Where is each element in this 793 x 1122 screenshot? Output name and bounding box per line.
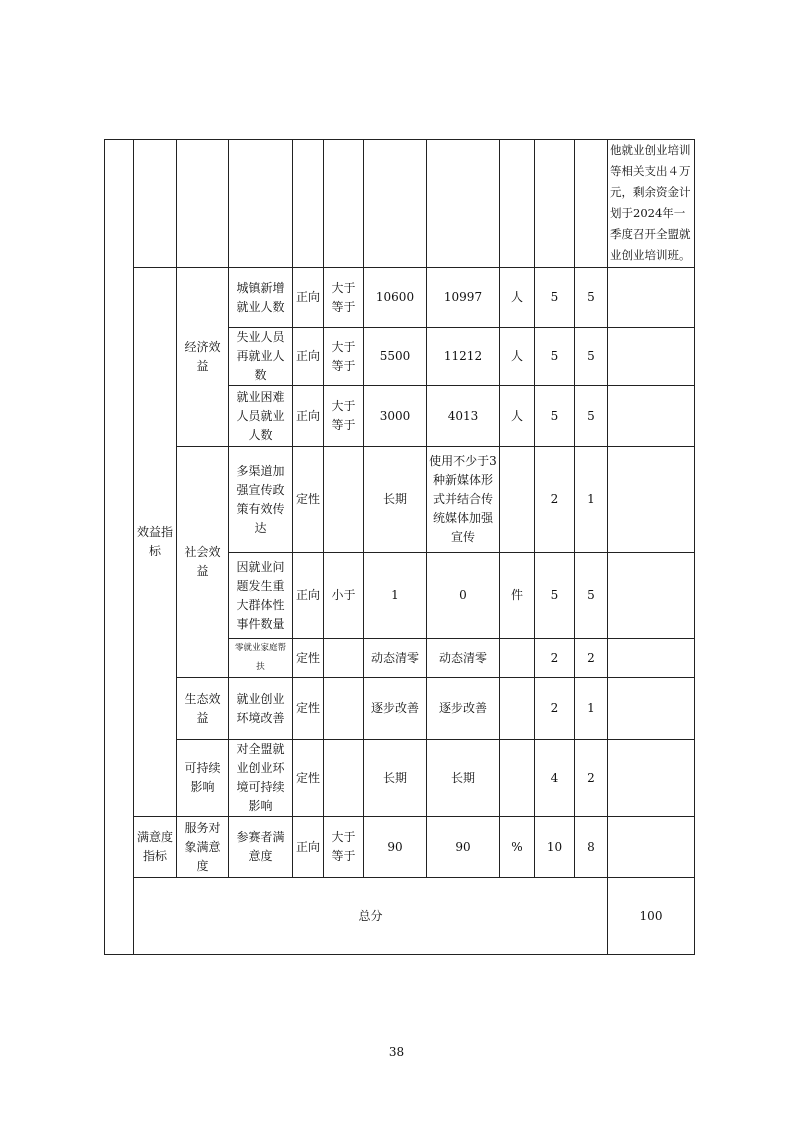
remarks-cell	[608, 386, 695, 447]
weight-cell: 4	[535, 740, 575, 817]
target-cell: 1	[364, 553, 427, 639]
target-cell: 90	[364, 817, 427, 878]
target-cell: 3000	[364, 386, 427, 447]
target-cell: 5500	[364, 328, 427, 386]
weight-cell: 10	[535, 817, 575, 878]
actual-cell: 10997	[427, 268, 500, 328]
table-row	[105, 678, 695, 740]
target-cell: 逐步改善	[364, 678, 427, 740]
direction-cell: 定性	[293, 639, 324, 678]
direction-cell: 正向	[293, 817, 324, 878]
weight-cell: 2	[535, 678, 575, 740]
weight-cell: 5	[535, 386, 575, 447]
empty-cell	[293, 140, 324, 268]
target-cell: 10600	[364, 268, 427, 328]
indicator-cell: 就业困难人员就业人数	[229, 386, 293, 447]
empty-cell	[324, 140, 364, 268]
weight-cell: 5	[535, 553, 575, 639]
operator-cell	[324, 639, 364, 678]
actual-cell: 长期	[427, 740, 500, 817]
operator-cell	[324, 447, 364, 553]
table-row	[105, 740, 695, 817]
unit-cell: %	[500, 817, 535, 878]
actual-cell: 动态清零	[427, 639, 500, 678]
remarks-cell: 他就业创业培训等相关支出４万元，剩余资金计划于2024年一季度召开全盟就业创业培训班。	[608, 140, 695, 268]
empty-cell	[364, 140, 427, 268]
score-cell: 2	[575, 639, 608, 678]
remarks-cell	[608, 447, 695, 553]
unit-cell: 件	[500, 553, 535, 639]
remarks-cell	[608, 268, 695, 328]
operator-cell	[324, 678, 364, 740]
indicator-cell: 城镇新增就业人数	[229, 268, 293, 328]
actual-cell: 4013	[427, 386, 500, 447]
category-social-cell: 社会效益	[177, 447, 229, 678]
indicator-cell: 零就业家庭帮扶	[229, 639, 293, 678]
score-cell: 5	[575, 328, 608, 386]
operator-cell: 大于等于	[324, 386, 364, 447]
category-ecological-cell: 生态效益	[177, 678, 229, 740]
table-row	[105, 817, 695, 878]
empty-cell	[575, 140, 608, 268]
unit-cell	[500, 447, 535, 553]
empty-cell	[229, 140, 293, 268]
table-row	[105, 140, 695, 268]
actual-cell: 11212	[427, 328, 500, 386]
actual-cell: 0	[427, 553, 500, 639]
category-economic-cell: 经济效益	[177, 268, 229, 447]
outer-column-cell	[105, 140, 134, 955]
empty-cell	[177, 140, 229, 268]
indicator-cell: 因就业问题发生重大群体性事件数量	[229, 553, 293, 639]
operator-cell	[324, 740, 364, 817]
empty-cell	[500, 140, 535, 268]
direction-cell: 正向	[293, 328, 324, 386]
empty-cell	[134, 140, 177, 268]
empty-cell	[427, 140, 500, 268]
operator-cell: 大于等于	[324, 328, 364, 386]
empty-cell	[535, 140, 575, 268]
score-cell: 1	[575, 678, 608, 740]
category-sustainable-cell: 可持续影响	[177, 740, 229, 817]
target-cell: 长期	[364, 447, 427, 553]
total-weight-cell: 100	[608, 878, 695, 955]
indicator-cell: 多渠道加强宣传政策有效传达	[229, 447, 293, 553]
table-row	[105, 447, 695, 553]
target-cell: 动态清零	[364, 639, 427, 678]
score-cell: 5	[575, 386, 608, 447]
actual-cell: 使用不少于3种新媒体形式并结合传统媒体加强宣传	[427, 447, 500, 553]
table-row	[105, 268, 695, 328]
remarks-cell	[608, 553, 695, 639]
direction-cell: 正向	[293, 386, 324, 447]
score-cell: 5	[575, 553, 608, 639]
direction-cell: 定性	[293, 740, 324, 817]
target-cell: 长期	[364, 740, 427, 817]
remarks-cell	[608, 740, 695, 817]
score-cell: 5	[575, 268, 608, 328]
total-row	[105, 878, 695, 955]
score-cell: 8	[575, 817, 608, 878]
category-service-cell: 服务对象满意度	[177, 817, 229, 878]
total-label-cell: 总分	[134, 878, 608, 955]
operator-cell: 大于等于	[324, 268, 364, 328]
direction-cell: 正向	[293, 553, 324, 639]
unit-cell: 人	[500, 386, 535, 447]
unit-cell	[500, 740, 535, 817]
performance-table	[104, 139, 695, 955]
unit-cell: 人	[500, 268, 535, 328]
operator-cell: 小于	[324, 553, 364, 639]
indicator-cell: 参赛者满意度	[229, 817, 293, 878]
unit-cell	[500, 639, 535, 678]
weight-cell: 5	[535, 328, 575, 386]
direction-cell: 定性	[293, 678, 324, 740]
weight-cell: 2	[535, 447, 575, 553]
remarks-cell	[608, 328, 695, 386]
page-number: 38	[388, 1045, 405, 1059]
unit-cell: 人	[500, 328, 535, 386]
section-benefit-cell: 效益指标	[134, 268, 177, 817]
indicator-cell: 失业人员再就业人数	[229, 328, 293, 386]
indicator-cell: 就业创业环境改善	[229, 678, 293, 740]
direction-cell: 正向	[293, 268, 324, 328]
weight-cell: 2	[535, 639, 575, 678]
remarks-cell	[608, 817, 695, 878]
score-cell: 1	[575, 447, 608, 553]
remarks-cell	[608, 639, 695, 678]
indicator-cell: 对全盟就业创业环境可持续影响	[229, 740, 293, 817]
remarks-cell	[608, 678, 695, 740]
section-satisfaction-cell: 满意度指标	[134, 817, 177, 878]
operator-cell: 大于等于	[324, 817, 364, 878]
unit-cell	[500, 678, 535, 740]
actual-cell: 逐步改善	[427, 678, 500, 740]
score-cell: 2	[575, 740, 608, 817]
actual-cell: 90	[427, 817, 500, 878]
direction-cell: 定性	[293, 447, 324, 553]
weight-cell: 5	[535, 268, 575, 328]
